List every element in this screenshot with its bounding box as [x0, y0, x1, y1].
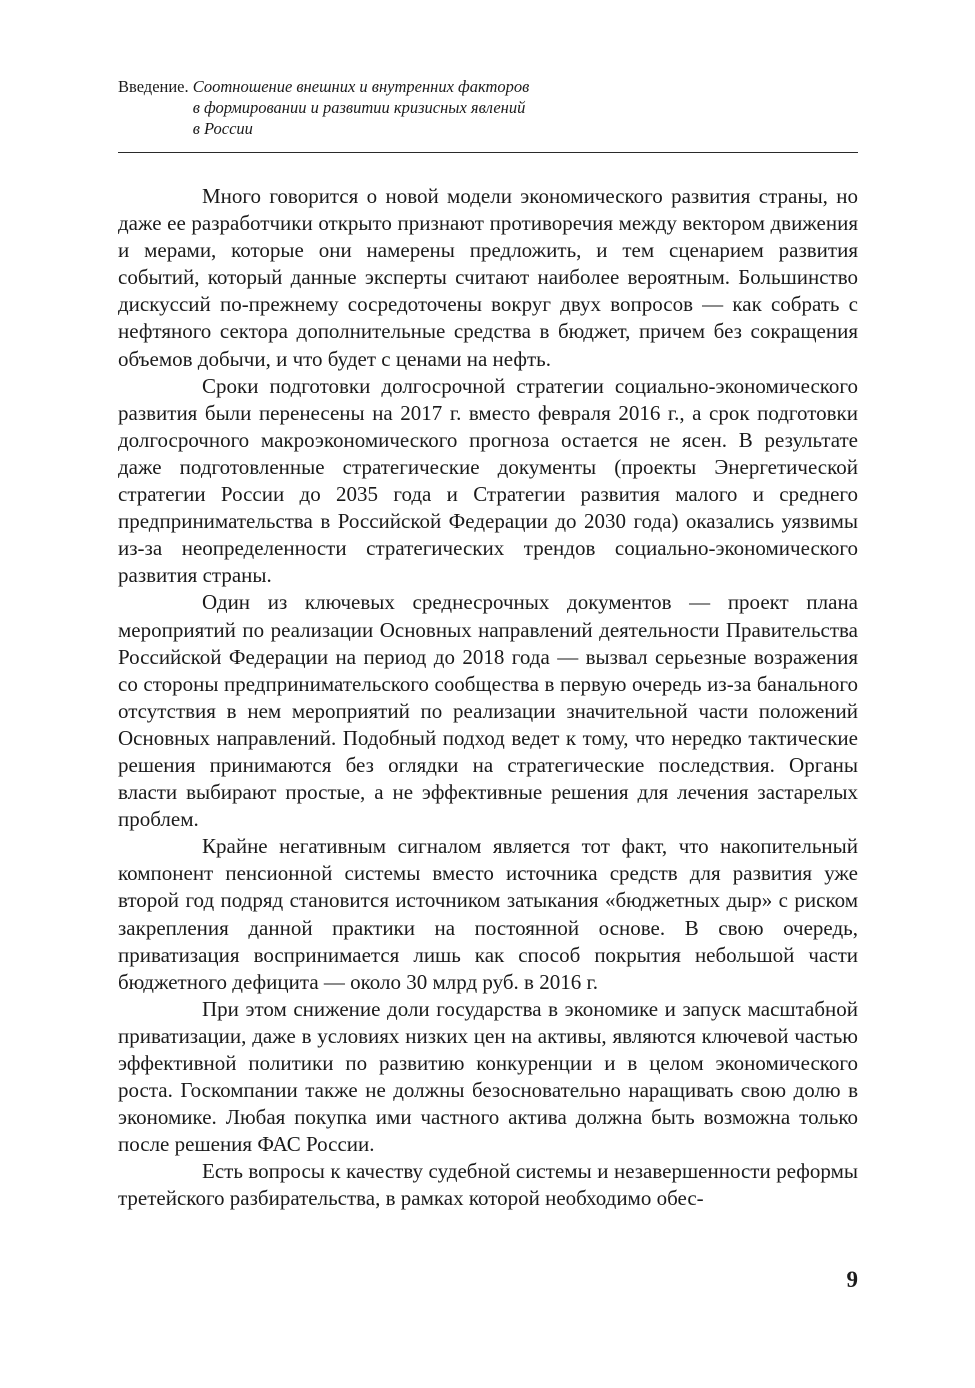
chapter-title: [193, 76, 530, 139]
running-header-row: [118, 76, 858, 139]
paragraph: Есть вопросы к качеству судебной системы и незавершенности реформы третейского разбирательства, в рамках которой необходимо обес-: [118, 1159, 858, 1211]
chapter-title-line: в формировании и развитии кризисных явлений: [192, 98, 526, 117]
paragraph: При этом снижение доли государства в экономике и запуск масштабной приватизации, даже в условиях низких цен на активы, являются ключевой частью эффективной политики по развитию конкуренции и в целом экономического роста. Госкомпании также не должны безосновательно наращивать свою долю в экономике. Любая покупка ими частного актива должна быть возможна только после решения ФАС России.: [118, 996, 858, 1157]
paragraph: Много говорится о новой модели экономического развития страны, но даже ее разработчики открыто признают противоречия между вектором движения и мерами, которые они намерены предложить, и тем сценарием развития событий, который данные эксперты считают наиболее вероятным. Большинство дискуссий по-прежнему сосредоточены вокруг двух вопросов — как собрать с нефтяного сектора дополнительные средства в бюджет, причем без сокращения объемов добычи, и что будет с ценами на нефть.: [118, 184, 858, 371]
section-label: Введение.: [118, 77, 193, 96]
paragraph: Крайне негативным сигналом является тот факт, что накопительный компонент пенсионной системы вместо источника средств для развития уже второй год подряд становится источником затыкания «бюджетных дыр» с риском закрепления данной практики на постоянной основе. В свою очередь, приватизация воспринимается лишь как способ покрытия небольшой части бюджетного дефицита — около 30 млрд руб. в 2016 г.: [118, 834, 858, 994]
chapter-title-line: в России: [192, 119, 253, 138]
body-text: [118, 183, 858, 1213]
header-divider: [118, 152, 858, 153]
paragraph: Сроки подготовки долгосрочной стратегии социально-экономического развития были перенесены на 2017 г. вместо февраля 2016 г., а срок подготовки долгосрочного макроэкономического прогноза остается не ясен. В результате даже подготовленные стратегические документы (проекты Энергетической стратегии России до 2035 года и Стратегии развития малого и среднего предпринимательства в Российской Федерации до 2030 года) оказались уязвимы из-за неопределенности стратегических трендов социально-экономического развития страны.: [118, 373, 858, 588]
running-header: [118, 76, 858, 139]
paragraph: Один из ключевых среднесрочных документов — проект плана мероприятий по реализации Основных направлений деятельности Правительства Российской Федерации на период до 2018 года — вызвал серьезные возражения со стороны предпринимательского сообщества в первую очередь из-за банального отсутствия в нем мероприятий по реализации значительной части положений Основных направлений. Подобный подход ведет к тому, что нередко тактические решения принимаются без оглядки на стратегические последствия. Органы власти выбирают простые, а не эффективные решения для лечения застарелых проблем.: [118, 590, 858, 832]
chapter-title-line: Соотношение внешних и внутренних факторов: [192, 77, 530, 96]
page-number: 9: [846, 1267, 858, 1292]
